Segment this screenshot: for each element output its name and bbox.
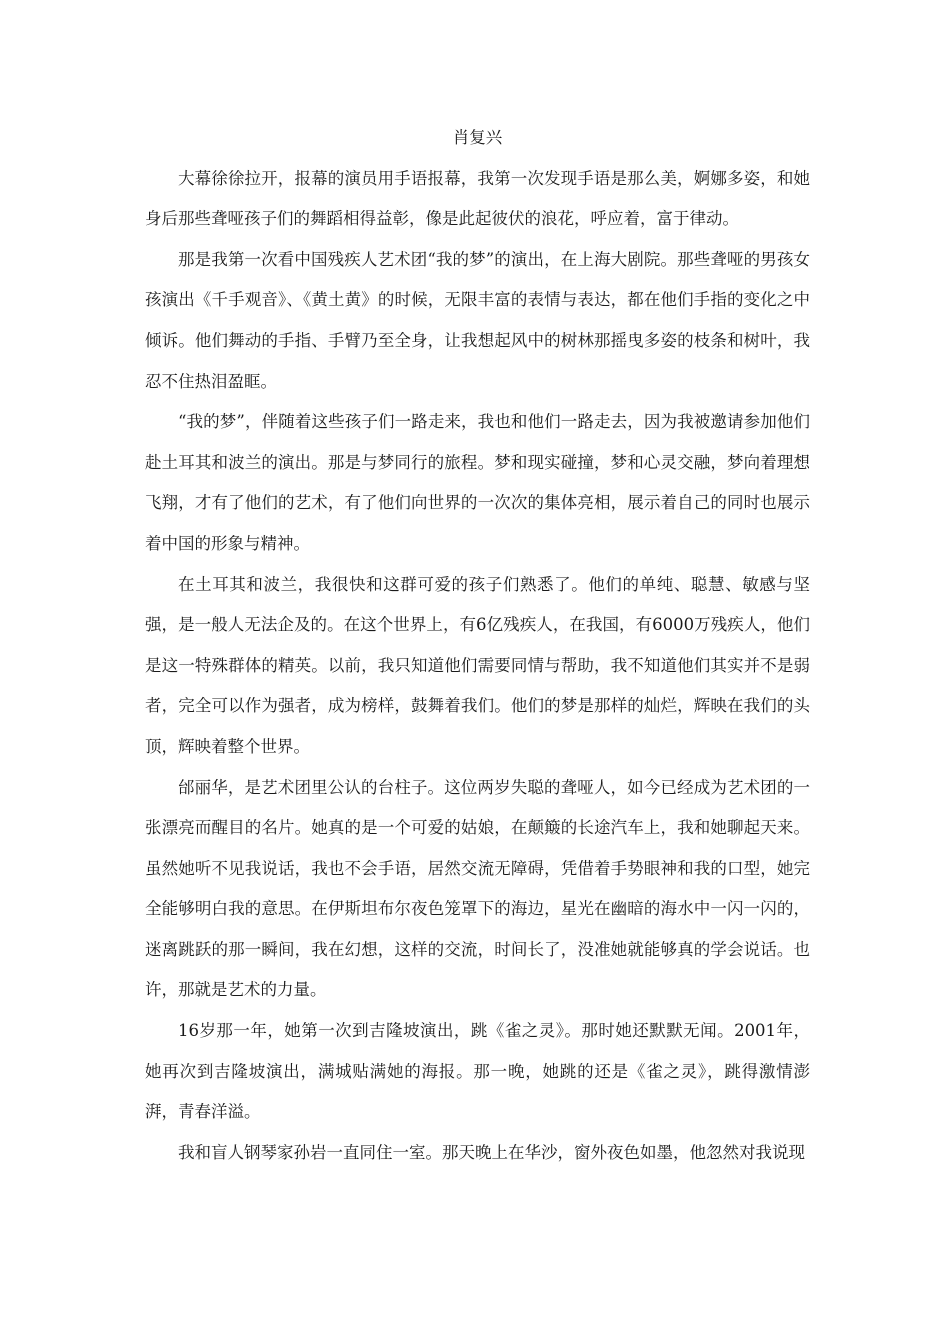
paragraph-4: 在土耳其和波兰，我很快和这群可爱的孩子们熟悉了。他们的单纯、聪慧、敏感与坚强，是一般人无法企及的。在这个世界上，有6亿残疾人，在我国，有6000万残疾人，他们是这一特殊群体的精英。以前，我只知道他们需要同情与帮助，我不知道他们其实并不是弱者，完全可以作为强者，成为榜样，鼓舞着我们。他们的梦是那样的灿烂，辉映在我们的头顶，辉映着整个世界。 [145, 574, 810, 756]
paragraph-7: 我和盲人钢琴家孙岩一直同住一室。那天晚上在华沙，窗外夜色如墨，他忽然对我说现 [178, 1142, 805, 1162]
paragraph-2: 那是我第一次看中国残疾人艺术团“我的梦”的演出，在上海大剧院。那些聋哑的男孩女孩演出《千手观音》、《黄土黄》的时候，无限丰富的表情与表达，都在他们手指的变化之中倾诉。他们舞动的手指、手臂乃至全身，让我想起风中的树林那摇曳多姿的枝条和树叶，我忍不住热泪盈眶。 [145, 249, 810, 391]
paragraph-3: “我的梦”，伴随着这些孩子们一路走来，我也和他们一路走去，因为我被邀请参加他们赴土耳其和波兰的演出。那是与梦同行的旅程。梦和现实碰撞，梦和心灵交融，梦向着理想飞翔，才有了他们的艺术，有了他们向世界的一次次的集体亮相，展示着自己的同时也展示着中国的形象与精神。 [145, 412, 810, 553]
document-body [145, 118, 810, 1173]
author-name: 肖复兴 [452, 128, 503, 147]
paragraph-5: 邰丽华，是艺术团里公认的台柱子。这位两岁失聪的聋哑人，如今已经成为艺术团的一张漂亮而醒目的名片。她真的是一个可爱的姑娘，在颠簸的长途汽车上，我和她聊起天来。虽然她听不见我说话，我也不会手语，居然交流无障碍，凭借着手势眼神和我的口型，她完全能够明白我的意思。在伊斯坦布尔夜色笼罩下的海边，星光在幽暗的海水中一闪一闪的，迷离跳跃的那一瞬间，我在幻想，这样的交流，时间长了，没准她就能够真的学会说话。也许，那就是艺术的力量。 [145, 777, 810, 1000]
paragraph-6: 16岁那一年，她第一次到吉隆坡演出，跳《雀之灵》。那时她还默默无闻。2001年，她再次到吉隆坡演出，满城贴满她的海报。那一晚，她跳的还是《雀之灵》，跳得激情澎湃，青春洋溢。 [145, 1021, 810, 1122]
paragraph-1: 大幕徐徐拉开，报幕的演员用手语报幕，我第一次发现手语是那么美，婀娜多姿，和她身后那些聋哑孩子们的舞蹈相得益彰，像是此起彼伏的浪花，呼应着，富于律动。 [145, 168, 810, 229]
